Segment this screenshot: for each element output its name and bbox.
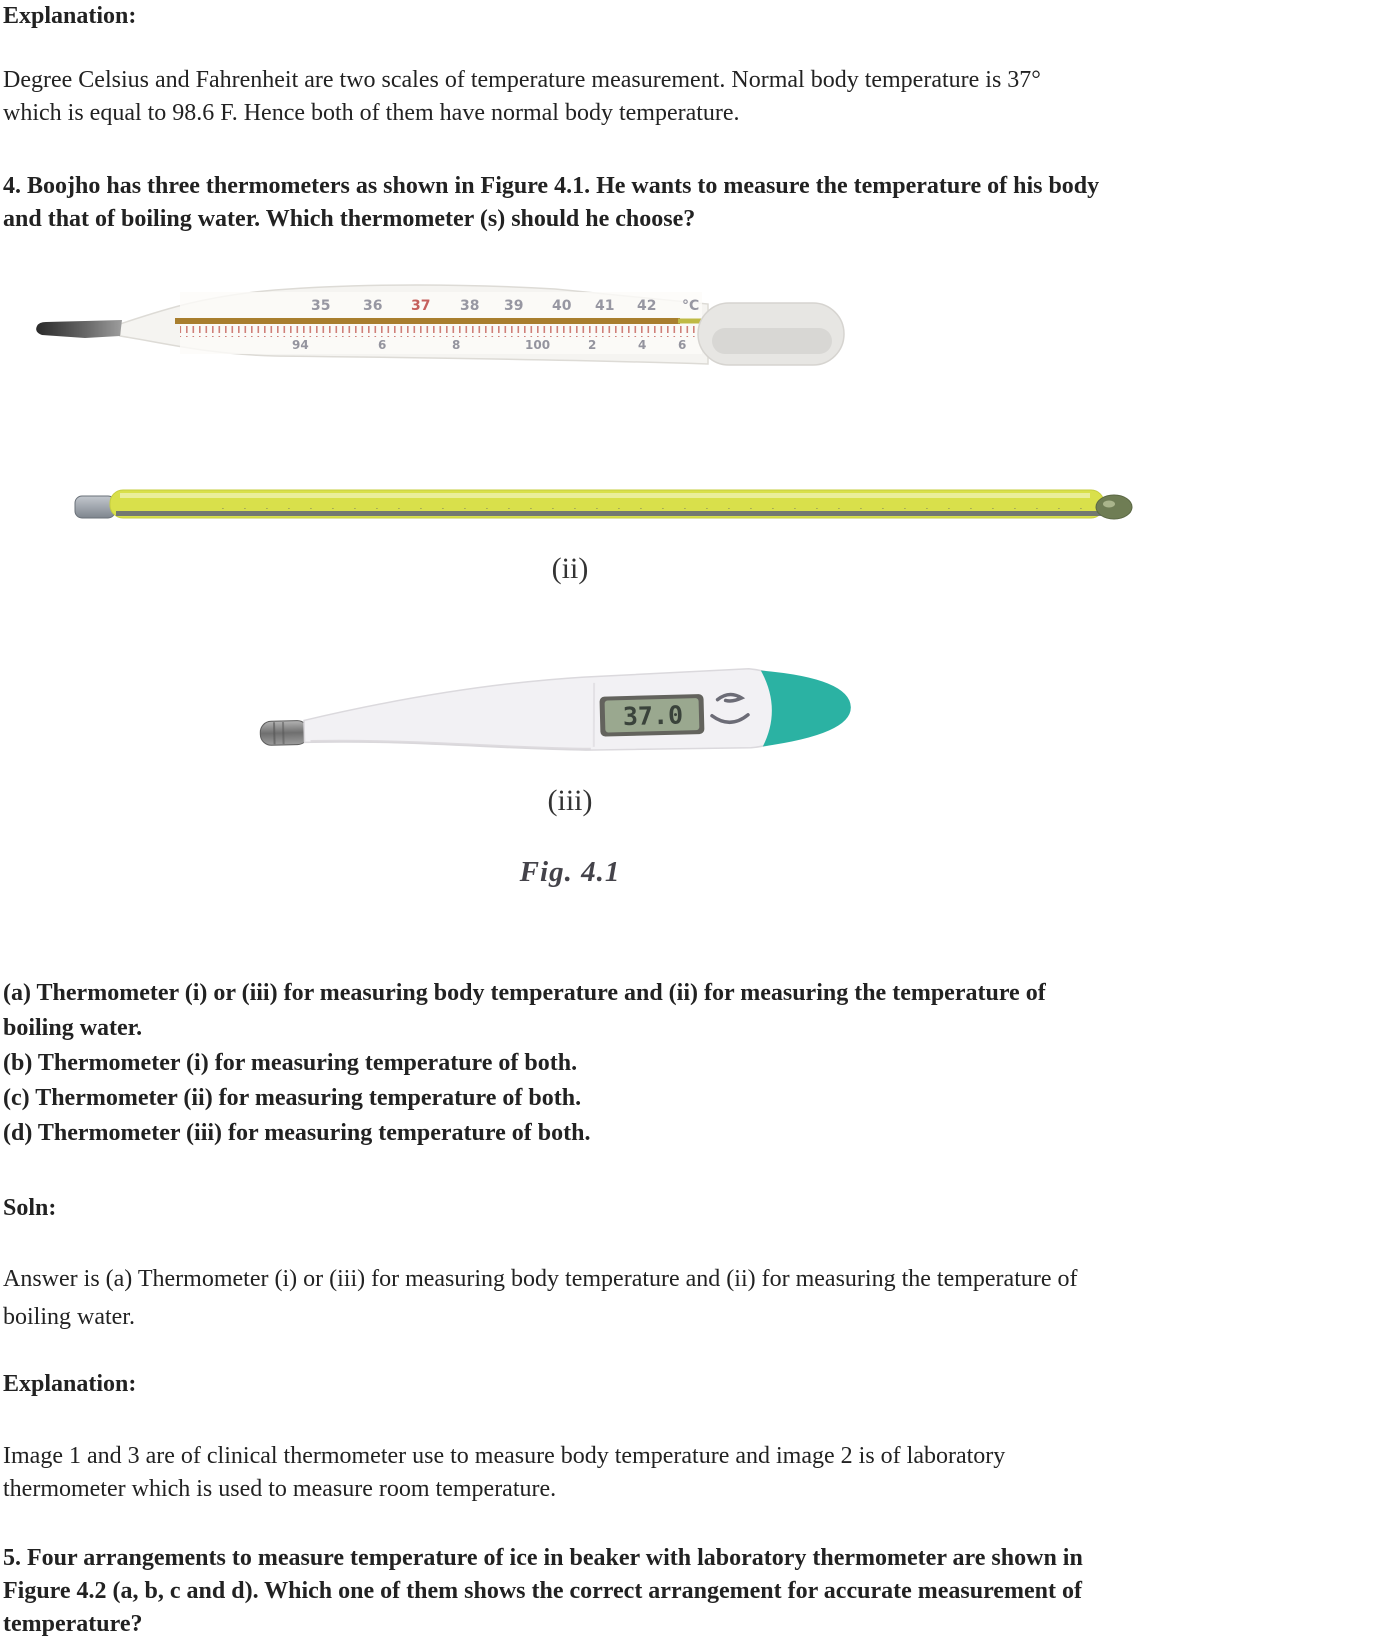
question-line: 4. Boojho has three thermometers as shown in Figure 4.1. He wants to measure the temperature of his body bbox=[3, 173, 1100, 199]
scale-number: 2 bbox=[588, 338, 597, 352]
scale-number: 37 bbox=[411, 298, 431, 314]
scale-number: 6 bbox=[378, 338, 387, 352]
scale-number: 4 bbox=[638, 338, 647, 352]
figure-label-iii: (iii) bbox=[547, 784, 593, 817]
scale-number: 8 bbox=[452, 338, 461, 352]
option-c: (c) Thermometer (ii) for measuring temperature of both. bbox=[3, 1085, 582, 1111]
answer-line: Answer is (a) Thermometer (i) or (iii) for measuring body temperature and (ii) for measuring the temperature of bbox=[3, 1266, 1078, 1292]
scale-number: 94 bbox=[292, 338, 309, 352]
clinical-thermometer-image bbox=[30, 276, 850, 371]
digital-thermometer-image bbox=[250, 638, 860, 763]
question-5 bbox=[3, 1542, 1083, 1641]
tick-marks bbox=[180, 326, 695, 337]
scale-number: 39 bbox=[504, 298, 524, 314]
figure-label-ii: (ii) bbox=[551, 552, 589, 585]
question-line: 5. Four arrangements to measure temperature of ice in beaker with laboratory thermometer are shown in bbox=[3, 1545, 1083, 1571]
paragraph-line: which is equal to 98.6 F. Hence both of them have normal body temperature. bbox=[3, 100, 740, 126]
explanation-paragraph-1 bbox=[3, 64, 1041, 130]
celsius-scale bbox=[311, 298, 699, 314]
explanation-paragraph-2 bbox=[3, 1440, 1005, 1506]
laboratory-thermometer-image bbox=[68, 478, 1148, 530]
question-line: Figure 4.2 (a, b, c and d). Which one of them shows the correct arrangement for accurate measurement of bbox=[3, 1578, 1082, 1604]
question-line: and that of boiling water. Which thermometer (s) should he choose? bbox=[3, 206, 696, 232]
white-plastic-body bbox=[303, 667, 807, 759]
left-metal-cap bbox=[75, 496, 115, 518]
option-a-line: boiling water. bbox=[3, 1015, 143, 1041]
question-4 bbox=[3, 170, 1099, 236]
option-a-line: (a) Thermometer (i) or (iii) for measuring body temperature and (ii) for measuring the temperature of bbox=[3, 980, 1046, 1006]
end-cap-shading bbox=[712, 328, 832, 354]
question-line: temperature? bbox=[3, 1611, 143, 1637]
solution-heading: Soln: bbox=[3, 1195, 57, 1221]
probe-ridge bbox=[274, 722, 275, 744]
digital-thermometer-group bbox=[259, 666, 852, 760]
option-b: (b) Thermometer (i) for measuring temperature of both. bbox=[3, 1050, 578, 1076]
mercury-bulb-tip bbox=[36, 320, 122, 338]
teal-end-cap bbox=[761, 668, 852, 746]
scale-number: 35 bbox=[311, 298, 331, 314]
scale-number: 40 bbox=[552, 298, 572, 314]
scale-number: 41 bbox=[595, 298, 615, 314]
bulb-highlight bbox=[1103, 501, 1115, 508]
explanation-heading-2: Explanation: bbox=[3, 1371, 137, 1397]
scale-number: 36 bbox=[363, 298, 383, 314]
paragraph-line: thermometer which is used to measure room temperature. bbox=[3, 1476, 557, 1502]
answer-line: boiling water. bbox=[3, 1304, 135, 1330]
right-bulb-tip bbox=[1096, 495, 1132, 519]
answer-paragraph bbox=[3, 1260, 1078, 1336]
scale-unit: °C bbox=[682, 298, 700, 314]
scale-tick-marks bbox=[218, 491, 1088, 509]
option-d: (d) Thermometer (iii) for measuring temperature of both. bbox=[3, 1120, 591, 1146]
paragraph-line: Degree Celsius and Fahrenheit are two scales of temperature measurement. Normal body temperature is 37° bbox=[3, 67, 1041, 93]
capillary-line bbox=[116, 511, 1102, 516]
scale-number: 42 bbox=[637, 298, 657, 314]
figure-caption: Fig. 4.1 bbox=[519, 856, 621, 888]
mercury-column bbox=[175, 318, 680, 324]
scale-number: 100 bbox=[525, 338, 551, 352]
lcd-temperature-reading: 37.0 bbox=[622, 700, 684, 732]
explanation-heading-1: Explanation: bbox=[3, 3, 137, 29]
scale-number: 38 bbox=[460, 298, 480, 314]
answer-options bbox=[3, 976, 1046, 1151]
paragraph-line: Image 1 and 3 are of clinical thermometer use to measure body temperature and image 2 is of laboratory bbox=[3, 1443, 1006, 1469]
probe-ridge bbox=[283, 722, 284, 744]
scale-number: 6 bbox=[678, 338, 687, 352]
